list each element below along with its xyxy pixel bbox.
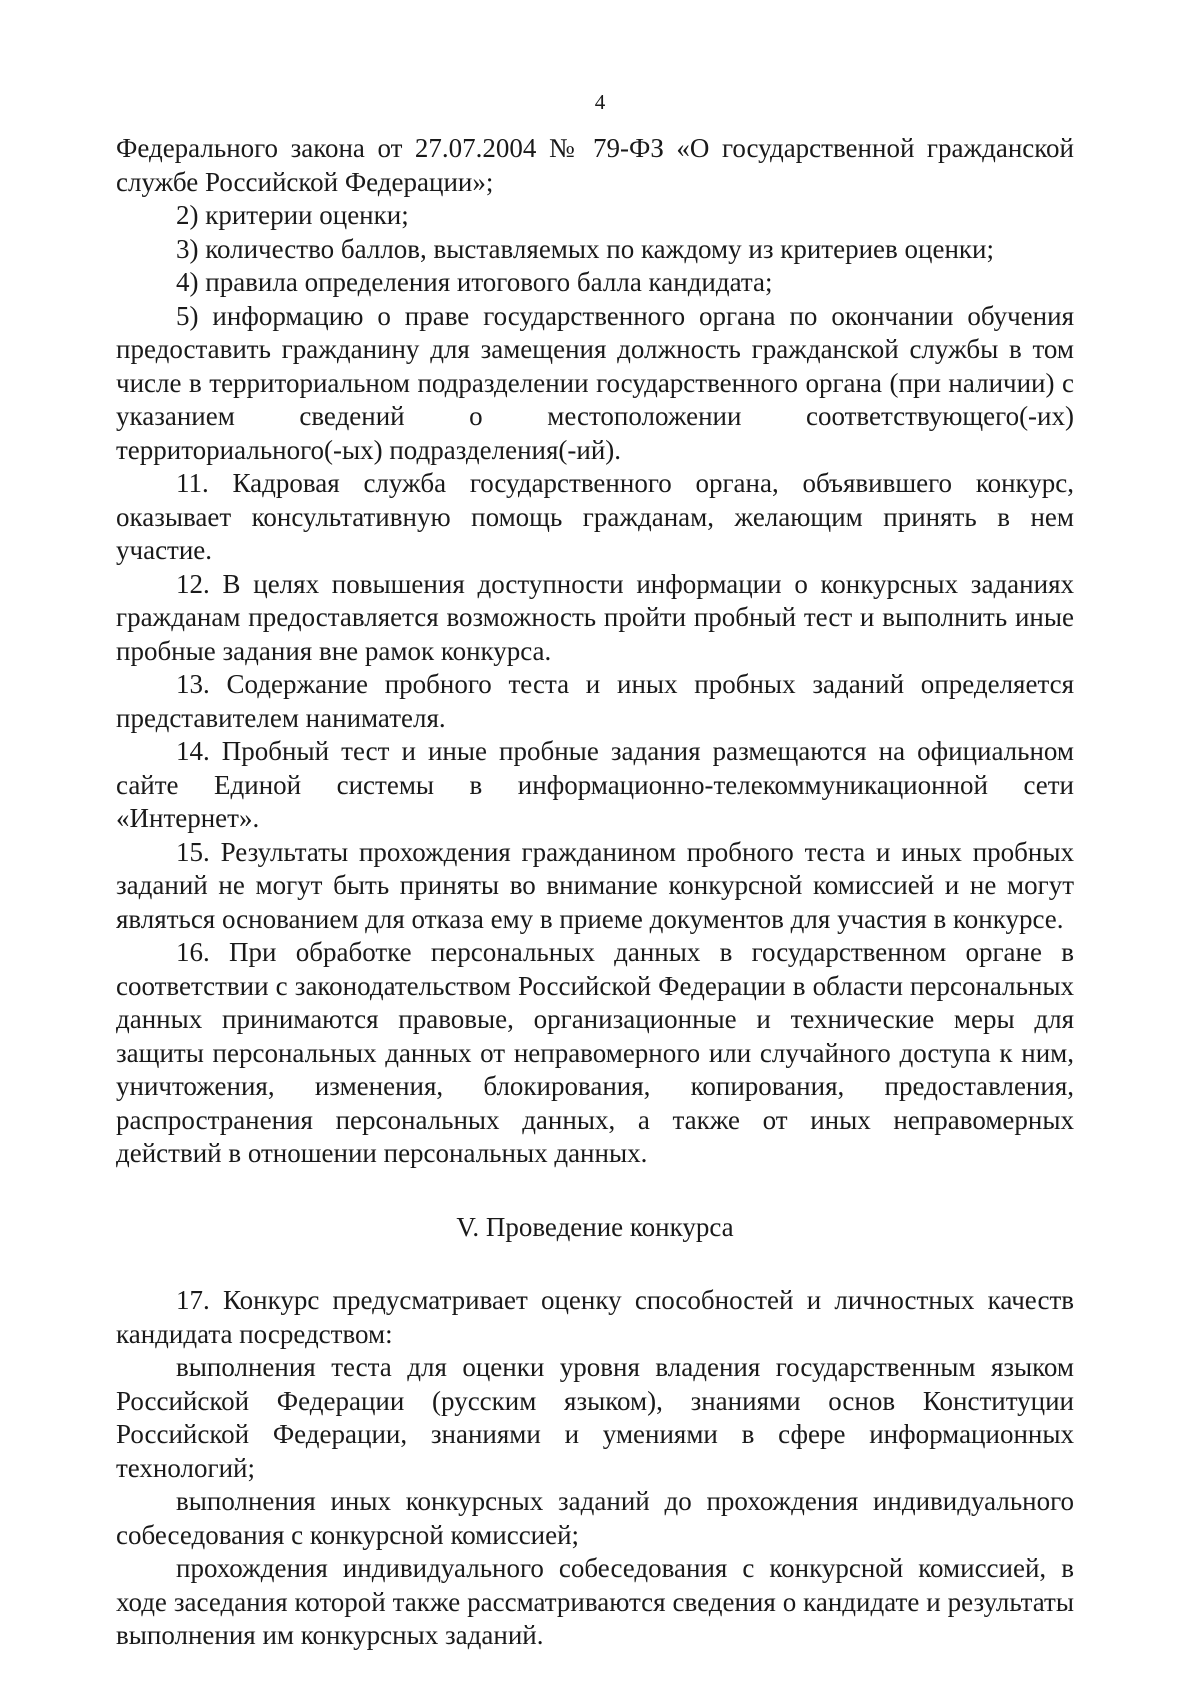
paragraphs-before-section	[116, 132, 1074, 1171]
list-item: выполнения теста для оценки уровня владения государственным языком Российской Федерации (русским языком), знаниями основ Конституции Российской Федерации, знаниями и умениями в сфере информационных технологий;	[116, 1352, 1074, 1483]
paragraphs-after-section	[116, 1284, 1074, 1653]
list-item: 5) информацию о праве государственного органа по окончании обучения предоставить гражданину для замещения должность гражданской службы в том числе в территориальном подразделении государственного органа (при наличии) с указанием сведений о местоположении соответствующего(-их) территориального(-ых) подразделения(-ий).	[116, 300, 1074, 465]
clause-paragraph: 13. Содержание пробного теста и иных пробных заданий определяется представителем нанимателя.	[116, 669, 1074, 733]
paragraph: Федерального закона от 27.07.2004 № 79-ФЗ «О государственной гражданской службе Российской Федерации»;	[116, 133, 1074, 197]
clause-paragraph: 12. В целях повышения доступности информации о конкурсных заданиях гражданам предоставляется возможность пройти пробный тест и выполнить иные пробные задания вне рамок конкурса.	[116, 568, 1074, 666]
list-item: 2) критерии оценки;	[176, 200, 409, 230]
clause-paragraph: 14. Пробный тест и иные пробные задания размещаются на официальном сайте Единой системы в информационно-телекоммуникационной сети «Интернет».	[116, 736, 1074, 833]
document-body	[116, 132, 1074, 1653]
section-heading: V. Проведение конкурса	[456, 1211, 734, 1242]
clause-paragraph: 11. Кадровая служба государственного органа, объявившего конкурс, оказывает консультативную помощь гражданам, желающим принять в нем участие.	[116, 468, 1074, 565]
list-item: 4) правила определения итогового балла кандидата;	[176, 267, 773, 297]
list-item: прохождения индивидуального собеседования с конкурсной комиссией, в ходе заседания которой также рассматриваются сведения о кандидате и результаты выполнения им конкурсных заданий.	[116, 1553, 1074, 1650]
clause-paragraph: 17. Конкурс предусматривает оценку способностей и личностных качеств кандидата посредством:	[116, 1285, 1074, 1349]
list-item: выполнения иных конкурсных заданий до прохождения индивидуального собеседования с конкурсной комиссией;	[116, 1486, 1074, 1550]
page-number: 4	[594, 90, 606, 114]
clause-paragraph: 15. Результаты прохождения гражданином пробного теста и иных пробных заданий не могут быть приняты во внимание конкурсной комиссией и не могут являться основанием для отказа ему в приеме документов для участия в конкурсе.	[116, 836, 1074, 934]
list-item: 3) количество баллов, выставляемых по каждому из критериев оценки;	[176, 233, 994, 264]
clause-paragraph: 16. При обработке персональных данных в государственном органе в соответствии с законодательством Российской Федерации в области персональных данных принимаются правовые, организационные и технические меры для защиты персональных данных от неправомерного или случайного доступа к ним, уничтожения, изменения, блокирования, копирования, предоставления, распространения персональных данных, а также от иных неправомерных действий в отношении персональных данных.	[116, 937, 1074, 1168]
